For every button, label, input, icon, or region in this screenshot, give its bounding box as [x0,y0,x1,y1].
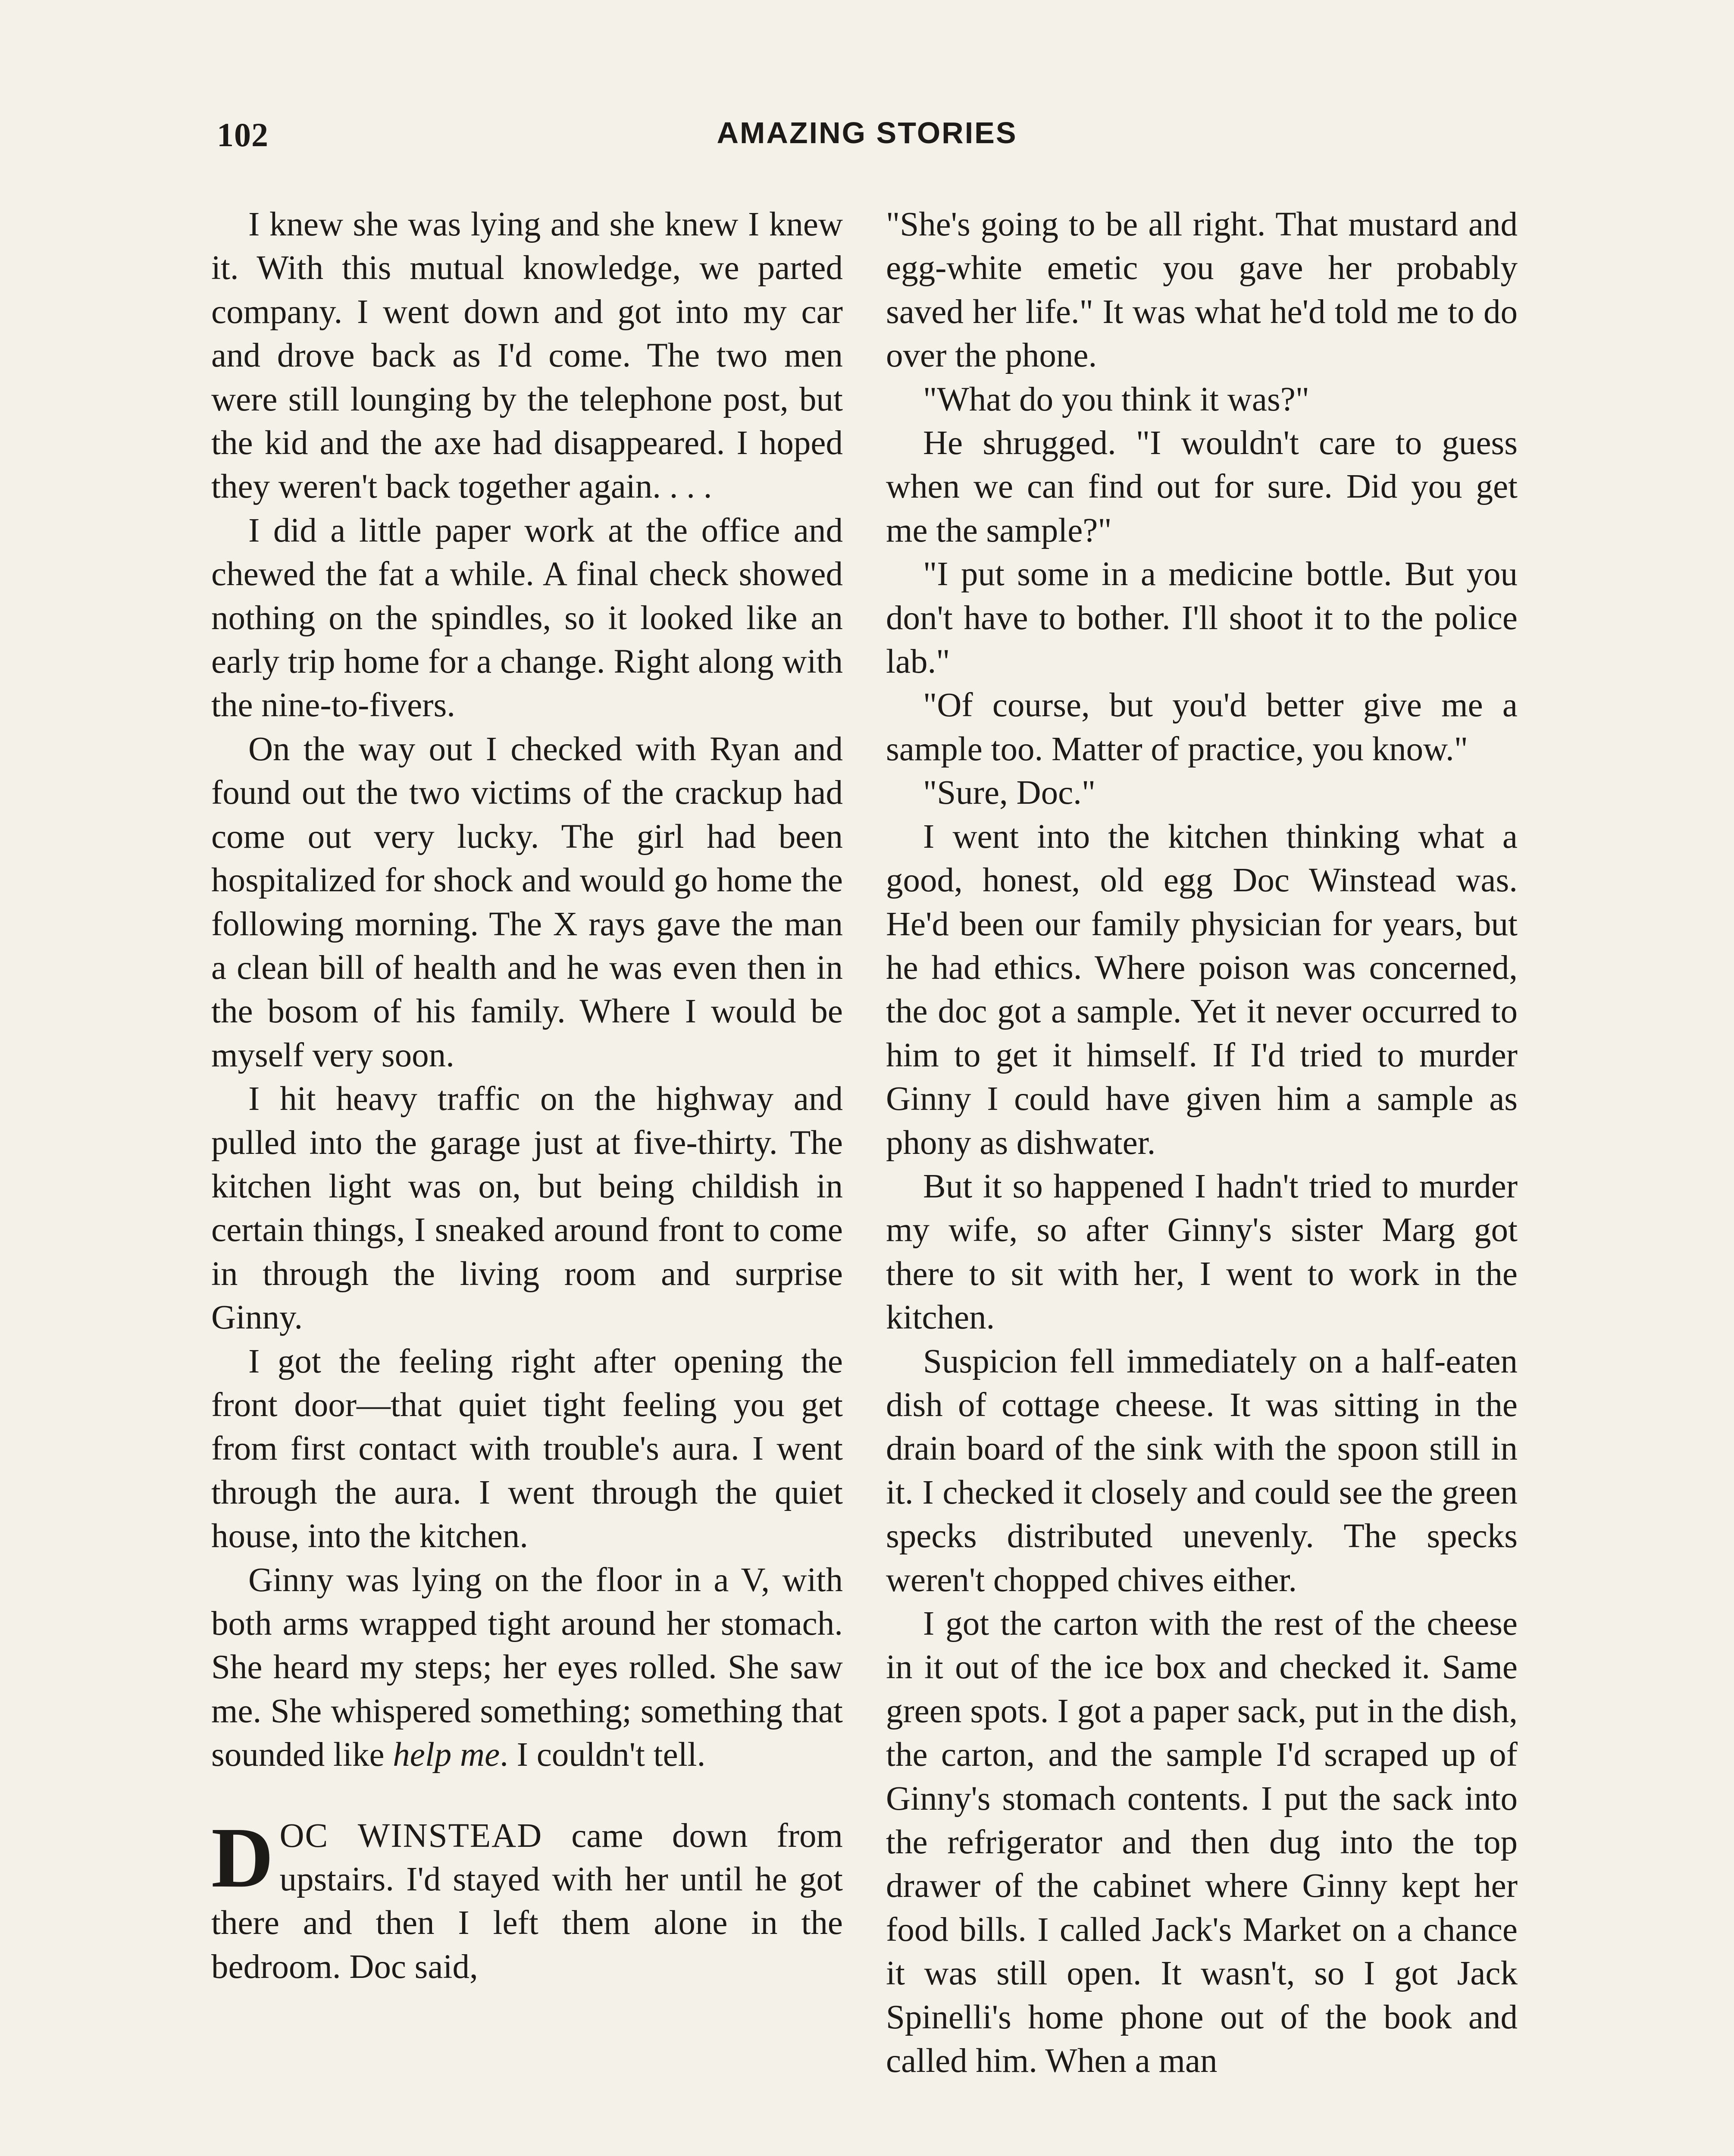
right-column [886,203,1518,2083]
paragraph: I knew she was lying and she knew I knew it. With this mutual knowledge, we parted company. I went down and got into my car and drove back as I'd come. The two men were still lounging by the telephone post, but the kid and the axe had disappeared. I hoped they weren't back together again. . . . [211,206,843,506]
paragraph: "She's going to be all right. That mustard and egg-white emetic you gave her probably saved her life." It was what he'd told me to do over the phone. [886,206,1518,375]
paragraph: "I put some in a medicine bottle. But you don't have to bother. I'll shoot it to the police lab." [886,555,1518,681]
paragraph: I went into the kitchen thinking what a good, honest, old egg Doc Winstead was. He'd been our family physician for years, but he had ethics. Where poison was concerned, the doc got a sample. Yet it never occurred to him to get it himself. If I'd tried to murder Ginny I could have given him a sample as phony as dishwater. [886,818,1518,1162]
paragraph-text: Ginny was lying on the floor in a V, with both arms wrapped tight around her stomach. She heard my steps; her eyes rolled. She saw me. She whispered something; something that sounded like [211,1561,843,1774]
section-opening-paragraph [211,1810,843,1989]
paragraph: On the way out I checked with Ryan and found out the two victims of the crackup had come out very lucky. The girl had been hospitalized for shock and would go home the following morning. The X rays gave the man a clean bill of health and he was even then in the bosom of his family. Where I would be myself very soon. [211,730,843,1074]
drop-cap: D [211,1810,274,1905]
paragraph-text: . I couldn't tell. [500,1736,706,1774]
paragraph: I hit heavy traffic on the highway and pulled into the garage just at five-thirty. The kitchen light was on, but being childish in certain things, I sneaked around front to come in through the living room and surprise Ginny. [211,1080,843,1337]
left-column [211,203,843,1989]
paragraph: I did a little paper work at the office and chewed the fat a while. A final check showed nothing on the spindles, so it looked like an early trip home for a change. Right along with the nine-to-fivers. [211,511,843,724]
paragraph: Suspicion fell immediately on a half-eaten dish of cottage cheese. It was sitting in the drain board of the sink with the spoon still in it. I checked it closely and could see the green specks distributed unevenly. The specks weren't chopped chives either. [886,1342,1518,1599]
paragraph: "Of course, but you'd better give me a sample too. Matter of practice, you know." [886,686,1518,768]
paragraph: I got the carton with the rest of the cheese in it out of the ice box and checked it. Same green spots. I got a paper sack, put in the dish, the carton, and the sample I'd scraped up of Ginny's stomach contents. I put the sack into the refrigerator and then dug into the top drawer of the cabinet where Ginny kept her food bills. I called Jack's Market on a chance it was still open. It wasn't, so I got Jack Spinelli's home phone out of the book and called him. When a man [886,1605,1518,2080]
paragraph-text: came down from upstairs. I'd stayed with her until he got there and then I left them alone in the bedroom. Doc said, [211,1817,843,1986]
page-number: 102 [217,116,269,154]
paragraph [211,1558,843,1777]
running-head: AMAZING STORIES [717,116,1017,150]
paragraph: But it so happened I hadn't tried to murder my wife, so after Ginny's sister Marg got there to sit with her, I went to work in the kitchen. [886,1167,1518,1337]
paragraph: "Sure, Doc." [923,774,1096,812]
paragraph: I got the feeling right after opening the front door—that quiet tight feeling you get from first contact with trouble's aura. I went through the aura. I went through the quiet house, into the kitchen. [211,1342,843,1555]
italic-phrase: help me [393,1736,500,1774]
small-caps-lead: OC WINSTEAD [279,1817,543,1855]
paragraph: He shrugged. "I wouldn't care to guess when we can find out for sure. Did you get me the sample?" [886,424,1518,549]
paragraph: "What do you think it was?" [923,380,1310,418]
